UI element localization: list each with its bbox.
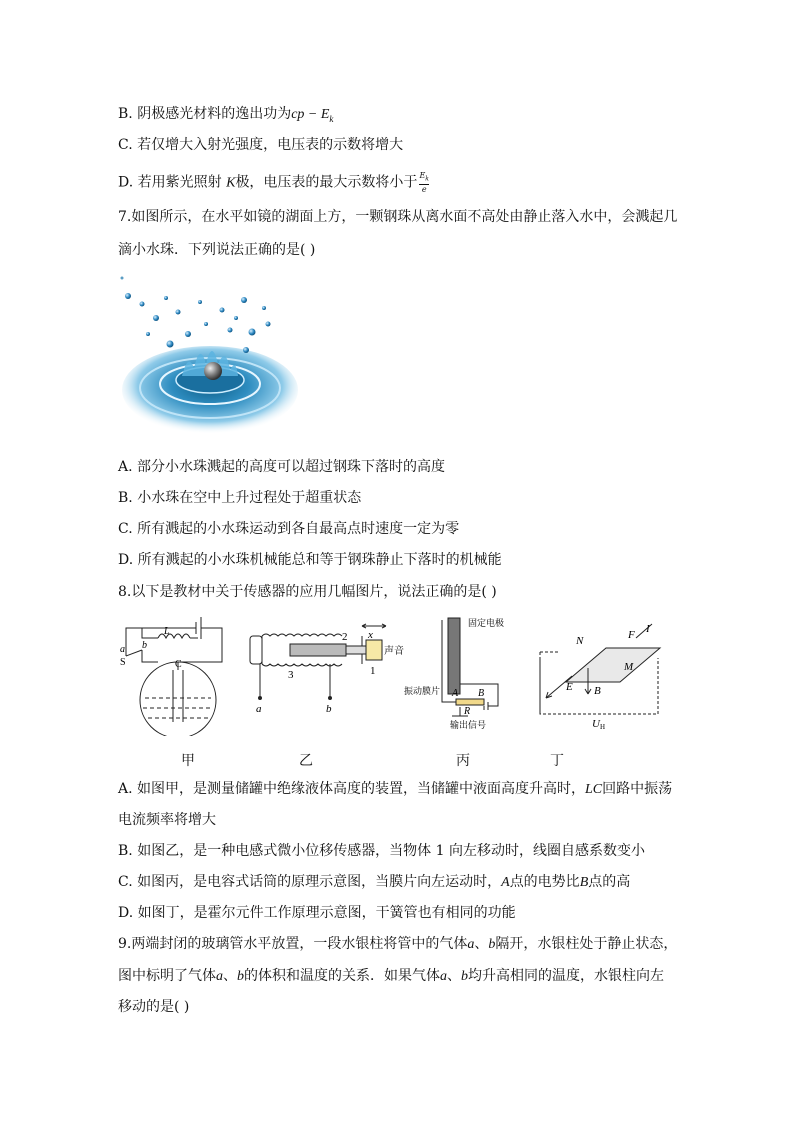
label-L: L — [164, 626, 170, 637]
q8-option-d: D. 如图丁，是霍尔元件工作原理示意图，干簧管也有相同的功能 — [118, 905, 516, 921]
q8-option-a-line1: A. 如图甲，是测量储罐中绝缘液体高度的装置，当储罐中液面高度升高时，LC回路中振荡 — [118, 781, 673, 797]
label-I: I — [646, 623, 650, 635]
label-B: B — [478, 688, 485, 699]
label-B: B — [594, 685, 601, 697]
q7-option-c: C. 所有溅起的小水珠运动到各自最高点时速度一定为零 — [118, 521, 460, 537]
q8-option-b: B. 如图乙，是一种电感式微小位移传感器，当物体 1 向左移动时，线圈自感系数变小 — [118, 843, 645, 859]
label-N: N — [576, 635, 584, 647]
label-S: S — [120, 657, 126, 668]
q7-stem-line1: 7.如图所示，在水平如镜的湖面上方，一颗钢珠从离水面不高处由静止落入水中，会溅起几 — [118, 209, 678, 225]
q6-option-b-math: cp − $E_k$ — [291, 107, 334, 124]
label-x: x — [368, 629, 373, 641]
figure-label-jia: 甲 — [181, 753, 195, 769]
label-E: E — [566, 681, 573, 693]
label-b: b — [142, 640, 147, 651]
q7-stem-line2: 滴小水珠．下列说法正确的是( ) — [118, 242, 316, 258]
q6-option-b: B. 阴极感光材料的逸出功为cp − $E_k$ — [118, 106, 334, 124]
label-C: C — [175, 659, 182, 670]
label-M: M — [624, 661, 634, 673]
q9-line1: 9.两端封闭的玻璃管水平放置，一段水银柱将管中的气体a、b隔开，水银柱处于静止状态， — [118, 936, 678, 952]
label-A: A — [452, 688, 459, 699]
q8-stem: 8.以下是教材中关于传感器的应用几幅图片，说法正确的是( ) — [118, 584, 497, 600]
label-vibrating-membrane: 振动膜片 — [404, 686, 441, 696]
q7-option-a: A. 部分小水珠溅起的高度可以超过钢珠下落时的高度 — [118, 459, 446, 475]
label-F: F — [628, 629, 635, 641]
label-b: b — [326, 703, 332, 715]
figure-ding-hall-element — [536, 618, 666, 730]
label-3: 3 — [288, 669, 294, 681]
figure-label-ding: 丁 — [550, 753, 564, 769]
figure-yi-inductive-sensor — [244, 614, 414, 718]
figure-jia-tank-lc-circuit — [118, 612, 230, 736]
q9-line3: 移动的是( ) — [118, 999, 190, 1015]
figure-label-bing: 丙 — [456, 753, 470, 769]
label-2: 2 — [342, 631, 348, 643]
label-sound: 声音 — [384, 646, 404, 657]
label-R: R — [464, 706, 471, 717]
q8-option-a-line2: 电流频率将增大 — [118, 812, 216, 828]
figure-label-yi: 乙 — [299, 753, 313, 769]
q8-option-c: C. 如图丙，是电容式话筒的原理示意图，当膜片向左运动时，A点的电势比B点的高 — [118, 874, 631, 890]
q7-option-d: D. 所有溅起的小水珠机械能总和等于钢珠静止下落时的机械能 — [118, 552, 502, 568]
label-1: 1 — [370, 665, 376, 677]
label-a: a — [256, 703, 262, 715]
label-fixed-electrode: 固定电极 — [468, 618, 505, 628]
label-output-signal: 输出信号 — [450, 720, 487, 730]
figure-bing-condenser-mic — [402, 612, 512, 736]
fraction: $\frac{E_k}{e}$ — [419, 171, 429, 194]
water-splash-image — [118, 272, 298, 437]
q6-option-c: C. 若仅增大入射光强度，电压表的示数将增大 — [118, 137, 404, 153]
q6-option-d: D. 若用紫光照射 K极，电压表的最大示数将小于 $\frac{E_k}{e}$ — [118, 171, 429, 194]
label-U: UH — [592, 718, 606, 730]
q9-line2: 图中标明了气体a、b的体积和温度的关系．如果气体a、b均升高相同的温度，水银柱向左 — [118, 968, 664, 984]
label-a: a — [120, 644, 125, 655]
q7-option-b: B. 小水珠在空中上升过程处于超重状态 — [118, 490, 362, 506]
